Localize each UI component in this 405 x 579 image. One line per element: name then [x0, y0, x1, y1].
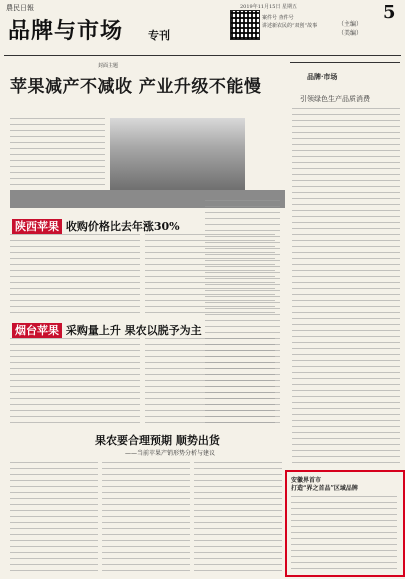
center-body-col3	[194, 462, 282, 574]
story-1-body	[10, 234, 140, 316]
qr-code-icon	[230, 10, 260, 40]
right-panel-divider	[290, 62, 400, 63]
story-1-heading	[12, 218, 180, 234]
center-subheadline: ——当前苹果产销形势分析与建议	[125, 450, 216, 457]
highlight-body	[291, 496, 397, 570]
sidebar-column	[205, 200, 280, 425]
right-body	[292, 108, 400, 463]
edition-info: （主编） （美编）	[338, 21, 363, 37]
center-body-col1	[10, 462, 98, 574]
story-2-tag: 烟台苹果	[12, 323, 62, 338]
story-1-tag: 陕西苹果	[12, 219, 62, 234]
lead-body-text	[10, 118, 105, 188]
story-2-heading	[12, 322, 202, 338]
story-2-title: 采购量上升 果农以脱予为主	[65, 324, 202, 337]
issue-date: 2019年11月15日 星期五	[240, 4, 298, 10]
lead-section-label: 封面主题	[98, 63, 119, 69]
lead-headline: 苹果减产不减收 产业升级不能慢	[10, 77, 262, 97]
lead-photo	[110, 118, 245, 190]
page-number: 5	[383, 2, 396, 23]
qr-caption: 案件号 查件号 讲述新农民的“双创”故事	[262, 15, 318, 29]
center-body-col2	[102, 462, 190, 574]
highlight-title: 安徽界首市 打造“界之首品”区域品牌	[291, 477, 358, 492]
newspaper-logo: 農民日報	[6, 4, 34, 12]
page-subtitle: 专刊	[148, 29, 170, 42]
right-headline: 引领绿色生产品质消费	[300, 95, 370, 103]
story-2-body	[10, 338, 140, 426]
masthead-divider	[4, 55, 401, 56]
center-headline: 果农要合理预期 顺势出货	[95, 434, 220, 447]
page-title: 品牌与市场	[8, 18, 124, 44]
story-1-title: 收购价格比去年涨30%	[65, 220, 180, 233]
right-panel-title: 品牌·市场	[307, 72, 338, 81]
